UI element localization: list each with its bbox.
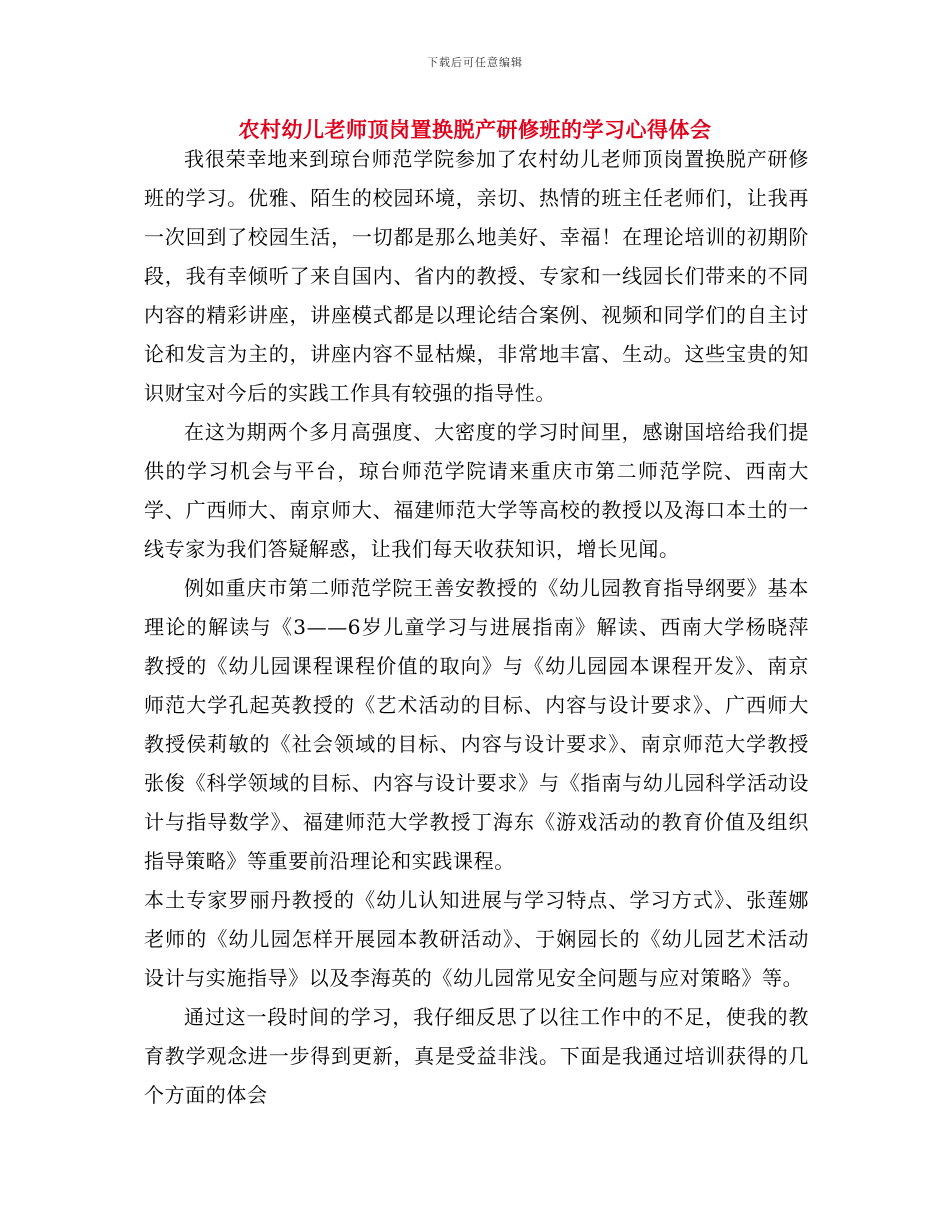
paragraph: 我很荣幸地来到琼台师范学院参加了农村幼儿老师顶岗置换脱产研修班的学习。优雅、陌生的校园环境，亲切、热情的班主任老师们，让我再一次回到了校园生活，一切都是那么地美好、幸福！在理论培训的初期阶段，我有幸倾听了来自国内、省内的教授、专家和一线园长们带来的不同内容的精彩讲座，讲座模式都是以理论结合案例、视频和同学们的自主讨论和发言为主的，讲座内容不显枯燥，非常地丰富、生动。这些宝贵的知识财宝对今后的实践工作具有较强的指导性。 [144,147,809,405]
document-title: 农村幼儿老师顶岗置换脱产研修班的学习心得体会 [238,117,712,142]
paragraph: 通过这一段时间的学习，我仔细反思了以往工作中的不足，使我的教育教学观念进一步得到更新，真是受益非浅。下面是我通过培训获得的几个方面的体会 [144,1005,809,1107]
document-body [144,140,809,1115]
paragraph: 例如重庆市第二师范学院王善安教授的《幼儿园教育指导纲要》基本理论的解读与《3——6岁儿童学习与进展指南》解读、西南大学杨晓萍教授的《幼儿园课程课程价值的取向》与《幼儿园园本课程开发》、南京师范大学孔起英教授的《艺术活动的目标、内容与设计要求》、广西师大教授侯莉敏的《社会领域的目标、内容与设计要求》、南京师范大学教授张俊《科学领域的目标、内容与设计要求》与《指南与幼儿园科学活动设计与指导数学》、福建师范大学教授丁海东《游戏活动的教育价值及组织指导策略》等重要前沿理论和实践课程。 [144,576,809,873]
paragraph: 本土专家罗丽丹教授的《幼儿认知进展与学习特点、学习方式》、张莲娜老师的《幼儿园怎样开展园本教研活动》、于娴园长的《幼儿园艺术活动设计与实施指导》以及李海英的《幼儿园常见安全问题与应对策略》等。 [144,888,809,990]
header-note: 下载后可任意编辑 [427,56,523,69]
paragraph: 在这为期两个多月高强度、大密度的学习时间里，感谢国培给我们提供的学习机会与平台，琼台师范学院请来重庆市第二师范学院、西南大学、广西师大、南京师大、福建师范大学等高校的教授以及海口本土的一线专家为我们答疑解惑，让我们每天收获知识，增长见闻。 [144,420,809,561]
